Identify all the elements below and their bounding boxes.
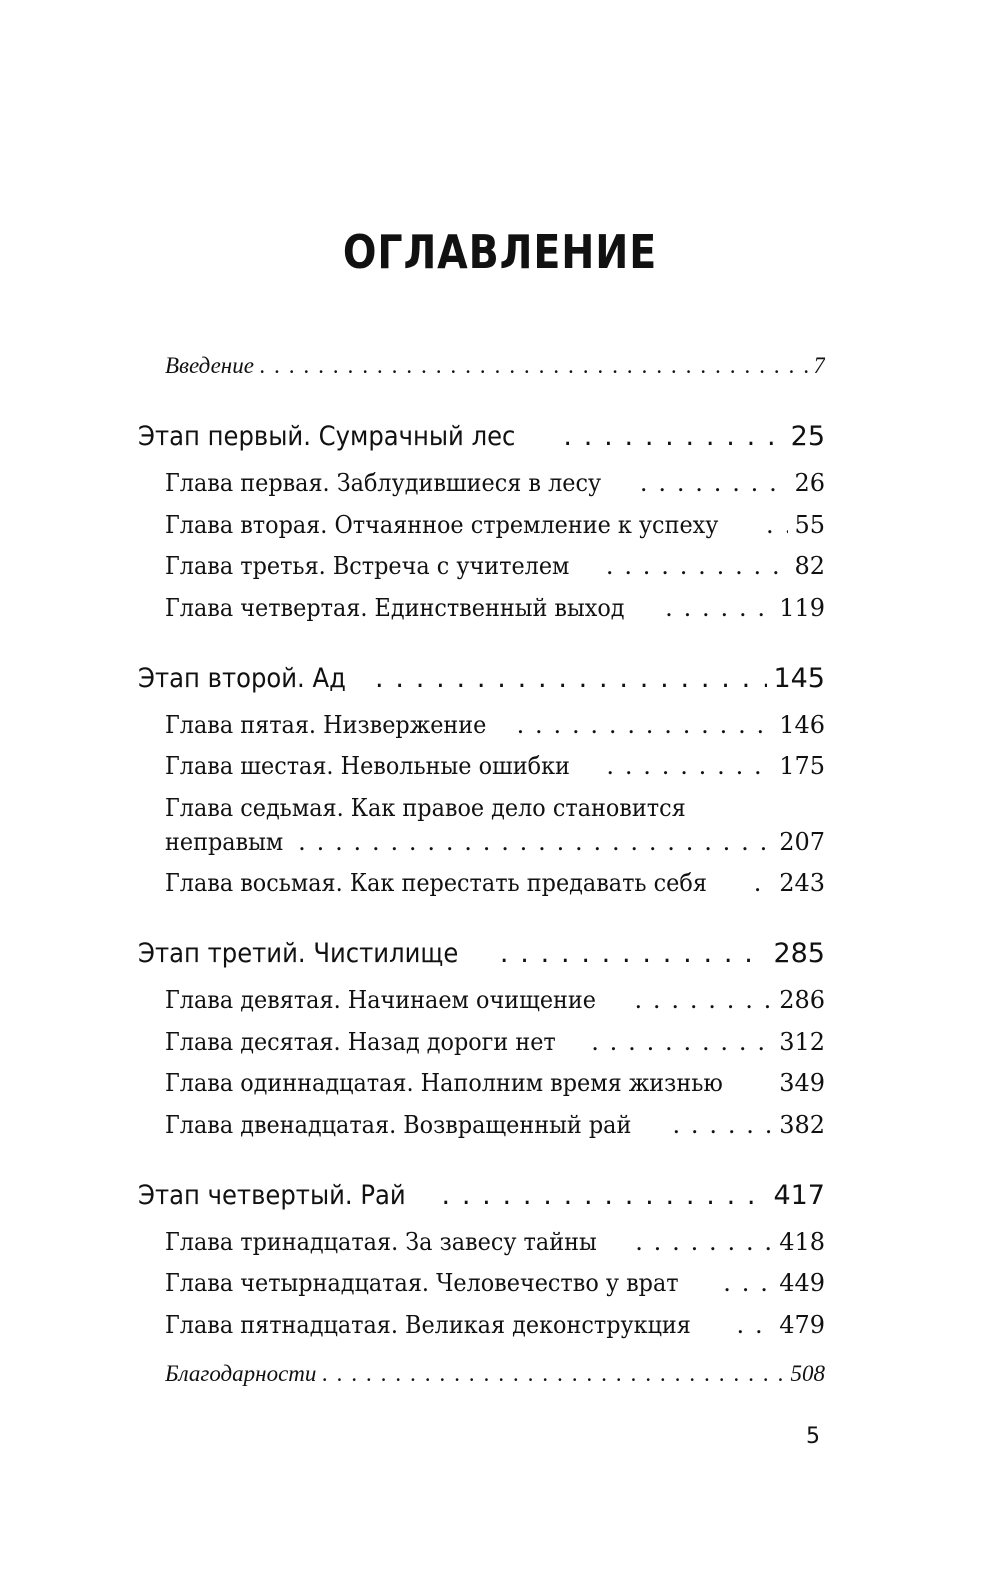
- toc-chapter-7[interactable]: [165, 826, 825, 858]
- page-number: 5: [806, 1424, 820, 1449]
- toc-stage-3[interactable]: [138, 936, 825, 972]
- toc-stage-2[interactable]: [138, 661, 825, 697]
- toc-chapter-page: 146: [779, 711, 825, 739]
- toc-stage-label: Этап второй. Ад: [138, 663, 346, 694]
- toc-chapter-page: 349: [779, 1069, 825, 1097]
- toc-chapter-label: Глава первая. Заблудившиеся в лесу: [165, 469, 602, 497]
- toc-chapter-8[interactable]: [165, 867, 825, 899]
- toc-chapter-9[interactable]: [165, 984, 825, 1016]
- toc-chapter-page: 55: [794, 511, 825, 539]
- toc-chapter-15[interactable]: [165, 1309, 825, 1341]
- toc-chapter-page: 207: [779, 828, 825, 856]
- dot-leader: [298, 826, 773, 858]
- dot-leader: [563, 419, 784, 455]
- page-title: ОГЛАВЛЕНИЕ: [342, 225, 658, 279]
- dot-leader: [754, 867, 773, 899]
- dot-leader: [606, 750, 773, 782]
- toc-chapter-label: Глава одиннадцатая. Наполним время жизнью: [165, 1069, 723, 1097]
- dot-leader: [260, 350, 808, 382]
- toc-entry-acknowledgements[interactable]: [165, 1358, 825, 1390]
- toc-chapter-12[interactable]: [165, 1109, 825, 1141]
- toc-chapter-page: 82: [794, 552, 825, 580]
- dot-leader: [517, 709, 774, 741]
- dot-leader: [441, 1178, 767, 1214]
- toc-entry-introduction[interactable]: [165, 350, 825, 382]
- toc-stage-page: 285: [773, 938, 825, 969]
- toc-chapter-11[interactable]: [165, 1067, 825, 1099]
- toc-chapter-page: 418: [779, 1228, 825, 1256]
- dot-leader: [640, 467, 789, 499]
- toc-chapter-label: Глава пятнадцатая. Великая деконструкция: [165, 1311, 691, 1339]
- toc-entry-label: Введение: [165, 353, 254, 378]
- toc-chapter-page: 175: [779, 752, 825, 780]
- toc-chapter-page: 243: [779, 869, 825, 897]
- toc-stage-label: Этап первый. Сумрачный лес: [138, 421, 516, 452]
- toc-chapter-label: Глава четвертая. Единственный выход: [165, 594, 625, 622]
- toc-chapter-label: Глава восьмая. Как перестать предавать себя: [165, 869, 707, 897]
- dot-leader: [736, 1309, 773, 1341]
- toc-chapter-2[interactable]: [165, 509, 825, 541]
- dot-leader: [672, 1109, 773, 1141]
- toc-chapter-4[interactable]: [165, 592, 825, 624]
- toc-chapter-label: Глава двенадцатая. Возвращенный рай: [165, 1111, 632, 1139]
- dot-leader: [665, 592, 773, 624]
- dot-leader: [500, 936, 768, 972]
- toc-chapter-13[interactable]: [165, 1226, 825, 1258]
- toc-chapter-label: Глава вторая. Отчаянное стремление к успеху: [165, 511, 719, 539]
- dot-leader: [634, 984, 773, 1016]
- dot-leader: [771, 1067, 773, 1099]
- toc-chapter-label: неправым: [165, 828, 284, 856]
- dot-leader: [635, 1226, 773, 1258]
- toc-chapter-label: Глава тринадцатая. За завесу тайны: [165, 1228, 597, 1256]
- toc-chapter-label: Глава третья. Встреча с учителем: [165, 552, 570, 580]
- toc-chapter-10[interactable]: [165, 1026, 825, 1058]
- toc-stage-label: Этап четвертый. Рай: [138, 1180, 406, 1211]
- dot-leader: [322, 1358, 784, 1390]
- toc-chapter-page: 312: [779, 1028, 825, 1056]
- toc-entry-page: 508: [790, 1361, 825, 1386]
- toc-chapter-5[interactable]: [165, 709, 825, 741]
- toc-stage-1[interactable]: [138, 419, 825, 455]
- toc-chapter-page: 449: [779, 1269, 825, 1297]
- toc-chapter-page: 286: [779, 986, 825, 1014]
- toc-chapter-label: Глава десятая. Назад дороги нет: [165, 1028, 556, 1056]
- toc-chapter-14[interactable]: [165, 1267, 825, 1299]
- toc-chapter-3[interactable]: [165, 550, 825, 582]
- dot-leader: [375, 661, 767, 697]
- toc-entry-label: Благодарности: [165, 1361, 317, 1386]
- toc-stage-page: 417: [773, 1180, 825, 1211]
- dot-leader: [606, 550, 789, 582]
- toc-chapter-label: Глава девятая. Начинаем очищение: [165, 986, 597, 1014]
- toc-stage-page: 145: [773, 663, 825, 694]
- dot-leader: [591, 1026, 773, 1058]
- toc-chapter-label: Глава четырнадцатая. Человечество у врат: [165, 1269, 679, 1297]
- toc-stage-4[interactable]: [138, 1178, 825, 1214]
- dot-leader: [766, 509, 788, 541]
- toc-stage-page: 25: [790, 421, 825, 452]
- toc-chapter-page: 119: [779, 594, 825, 622]
- toc-entry-page: 7: [813, 353, 825, 378]
- toc-stage-label: Этап третий. Чистилище: [138, 938, 459, 969]
- toc-chapter-7-first-line[interactable]: Глава седьмая. Как правое дело становится: [165, 794, 686, 822]
- dot-leader: [723, 1267, 773, 1299]
- toc-chapter-1[interactable]: [165, 467, 825, 499]
- toc-chapter-page: 479: [779, 1311, 825, 1339]
- toc-chapter-6[interactable]: [165, 750, 825, 782]
- toc-chapter-label: Глава пятая. Низвержение: [165, 711, 487, 739]
- toc-chapter-label: Глава шестая. Невольные ошибки: [165, 752, 570, 780]
- toc-chapter-page: 26: [794, 469, 825, 497]
- toc-chapter-page: 382: [779, 1111, 825, 1139]
